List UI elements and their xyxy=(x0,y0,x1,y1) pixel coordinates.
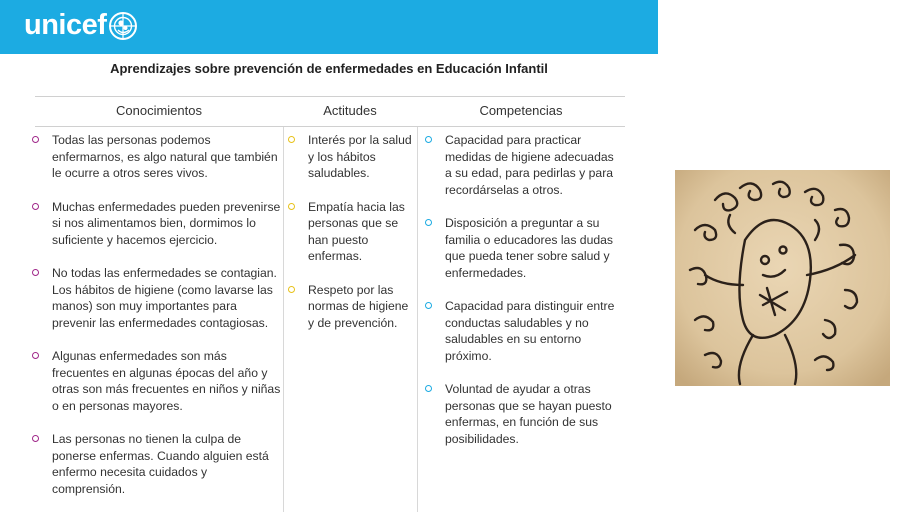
bullet-text: Voluntad de ayudar a otras personas que se hayan puesto enfermas, en función de sus posibilidades. xyxy=(445,382,612,446)
table-header-divider xyxy=(35,126,625,127)
bullet-item xyxy=(30,265,282,331)
bullet-item xyxy=(423,381,623,447)
bullet-text: Respeto por las normas de higiene y de prevención. xyxy=(308,282,409,330)
bullet-circle-icon xyxy=(32,136,39,143)
bullet-text: Empatía hacia las personas que se han puesto enfermas. xyxy=(308,199,405,263)
column-header-actitudes: Actitudes xyxy=(323,103,377,118)
child-drawing-image xyxy=(675,170,890,386)
bullet-circle-icon xyxy=(32,269,39,276)
bullet-circle-icon xyxy=(288,286,295,293)
bullet-item xyxy=(423,215,623,281)
table-top-divider xyxy=(35,96,625,97)
unicef-logo[interactable] xyxy=(24,9,138,42)
column-header-competencias: Competencias xyxy=(479,103,563,118)
bullet-text: Las personas no tienen la culpa de ponerse enfermas. Cuando alguien está enfermo necesita cuidados y comprensión. xyxy=(52,432,269,496)
column-actitudes xyxy=(286,132,414,348)
bullet-circle-icon xyxy=(32,203,39,210)
bullet-text: Algunas enfermedades son más frecuentes en algunas épocas del año y otras son más frecuentes en niños y niñas o en personas mayores. xyxy=(52,349,281,413)
bullet-item xyxy=(30,199,282,249)
bullet-circle-icon xyxy=(32,352,39,359)
bullet-item xyxy=(286,132,414,182)
bullet-item xyxy=(423,132,623,198)
bullet-circle-icon xyxy=(425,136,432,143)
bullet-item xyxy=(30,431,282,497)
bullet-circle-icon xyxy=(425,385,432,392)
bullet-circle-icon xyxy=(425,302,432,309)
bullet-circle-icon xyxy=(32,435,39,442)
column-conocimientos xyxy=(30,132,282,514)
bullet-item xyxy=(286,199,414,265)
bullet-item xyxy=(423,298,623,364)
bullet-circle-icon xyxy=(288,203,295,210)
bullet-text: Capacidad para distinguir entre conductas saludables y no saludables en su entorno próximo. xyxy=(445,299,615,363)
bullet-item xyxy=(30,348,282,414)
column-divider xyxy=(283,127,284,512)
bullet-circle-icon xyxy=(288,136,295,143)
bullet-text: No todas las enfermedades se contagian. Los hábitos de higiene (como lavarse las manos) son muy importantes para prevenir las enfermedades contagiosas. xyxy=(52,266,277,330)
bullet-item xyxy=(30,132,282,182)
column-header-conocimientos: Conocimientos xyxy=(116,103,202,118)
bullet-text: Muchas enfermedades pueden prevenirse si nos alimentamos bien, dormimos lo suficiente y hacemos ejercicio. xyxy=(52,199,281,247)
bullet-text: Disposición a preguntar a su familia o educadores las dudas que pueda tener sobre salud y enfermedades. xyxy=(445,216,614,280)
bullet-item xyxy=(286,282,414,332)
bullet-circle-icon xyxy=(425,219,432,226)
bullet-text: Interés por la salud y los hábitos saludables. xyxy=(308,133,412,180)
logo-wordmark: unicef xyxy=(24,9,107,41)
column-divider xyxy=(417,127,418,512)
globe-emblem-icon xyxy=(108,11,138,41)
column-competencias xyxy=(423,132,623,464)
bullet-text: Capacidad para practicar medidas de higiene adecuadas a su edad, para pedirlas y para recordárselas a otros. xyxy=(445,133,614,197)
header-banner xyxy=(0,0,658,54)
bullet-text: Todas las personas podemos enfermarnos, es algo natural que también le ocurre a otros seres vivos. xyxy=(52,133,278,180)
page-title: Aprendizajes sobre prevención de enfermedades en Educación Infantil xyxy=(110,61,548,76)
